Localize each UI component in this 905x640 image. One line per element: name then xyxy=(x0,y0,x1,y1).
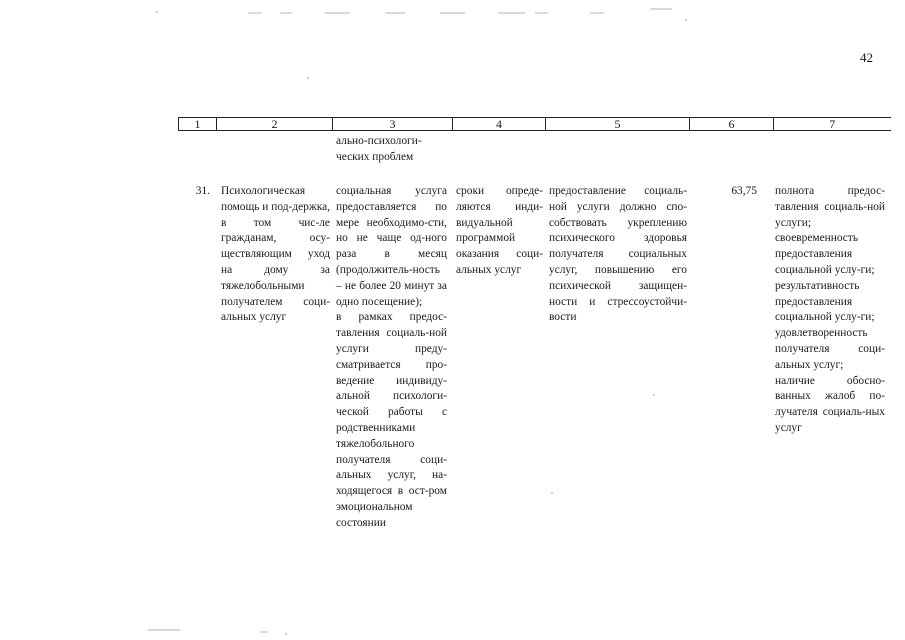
continuation-line: ческих проблем xyxy=(336,150,414,163)
tariff-rate: 63,75 xyxy=(731,185,757,197)
column-number-2: 2 xyxy=(217,118,333,131)
column-number-3: 3 xyxy=(333,118,453,131)
indicator-item: наличие обосно-ванных жалоб по-лучателя социаль-ных услуг xyxy=(775,374,885,434)
column-number-7: 7 xyxy=(774,118,891,131)
indicator-item: удовлетворенность получателя соци-альных услуг; xyxy=(775,327,885,371)
description-paragraph: социальная услуга предоставляется по мере необходимо-сти, но не чаще од-ного раза в месяц (продолжитель-ность – не более 20 минут за одно посещение); xyxy=(336,185,447,308)
row-number: 31. xyxy=(195,185,210,197)
description-paragraph: в рамках предос-тавления социаль-ной услуги преду-сматривается про-ведение индивиду-альной психологи-ческой работы с родственниками тяжелобольного получателя соци-альных услуг, на-ходящегося в ост-ром эмоциональном состоянии xyxy=(336,311,447,529)
service-name: Психологическая помощь и под-держка, в том чис-ле гражданам, осу-ществляющим уход на дому за тяжелобольными получателем соци-альных услуг xyxy=(221,185,330,324)
indicator-item: своевременность предоставления социальной услу-ги; xyxy=(775,232,875,276)
service-conditions: предоставление социаль-ной услуги должно спо-собствовать укреплению психического здоровья получателя социальных услуг, повышению его психической защищен-ности и стрессоустойчи-вости xyxy=(549,185,687,324)
quality-indicators xyxy=(775,184,885,437)
indicator-item: результативность предоставления социальной услу-ги; xyxy=(775,279,875,324)
page-number: 42 xyxy=(860,50,873,65)
column-number-5: 5 xyxy=(546,118,690,131)
indicator-item: полнота предос-тавления социаль-ной услуги; xyxy=(775,185,885,229)
previous-row-continuation xyxy=(336,134,447,166)
column-number-6: 6 xyxy=(690,118,774,131)
column-number-4: 4 xyxy=(453,118,546,131)
column-number-1: 1 xyxy=(179,118,217,131)
continuation-line: ально-психологи- xyxy=(336,135,422,147)
service-description xyxy=(336,184,447,532)
column-number-header xyxy=(178,117,891,131)
service-terms: сроки опреде-ляются инди-видуальной программой оказания соци-альных услуг xyxy=(456,185,543,276)
